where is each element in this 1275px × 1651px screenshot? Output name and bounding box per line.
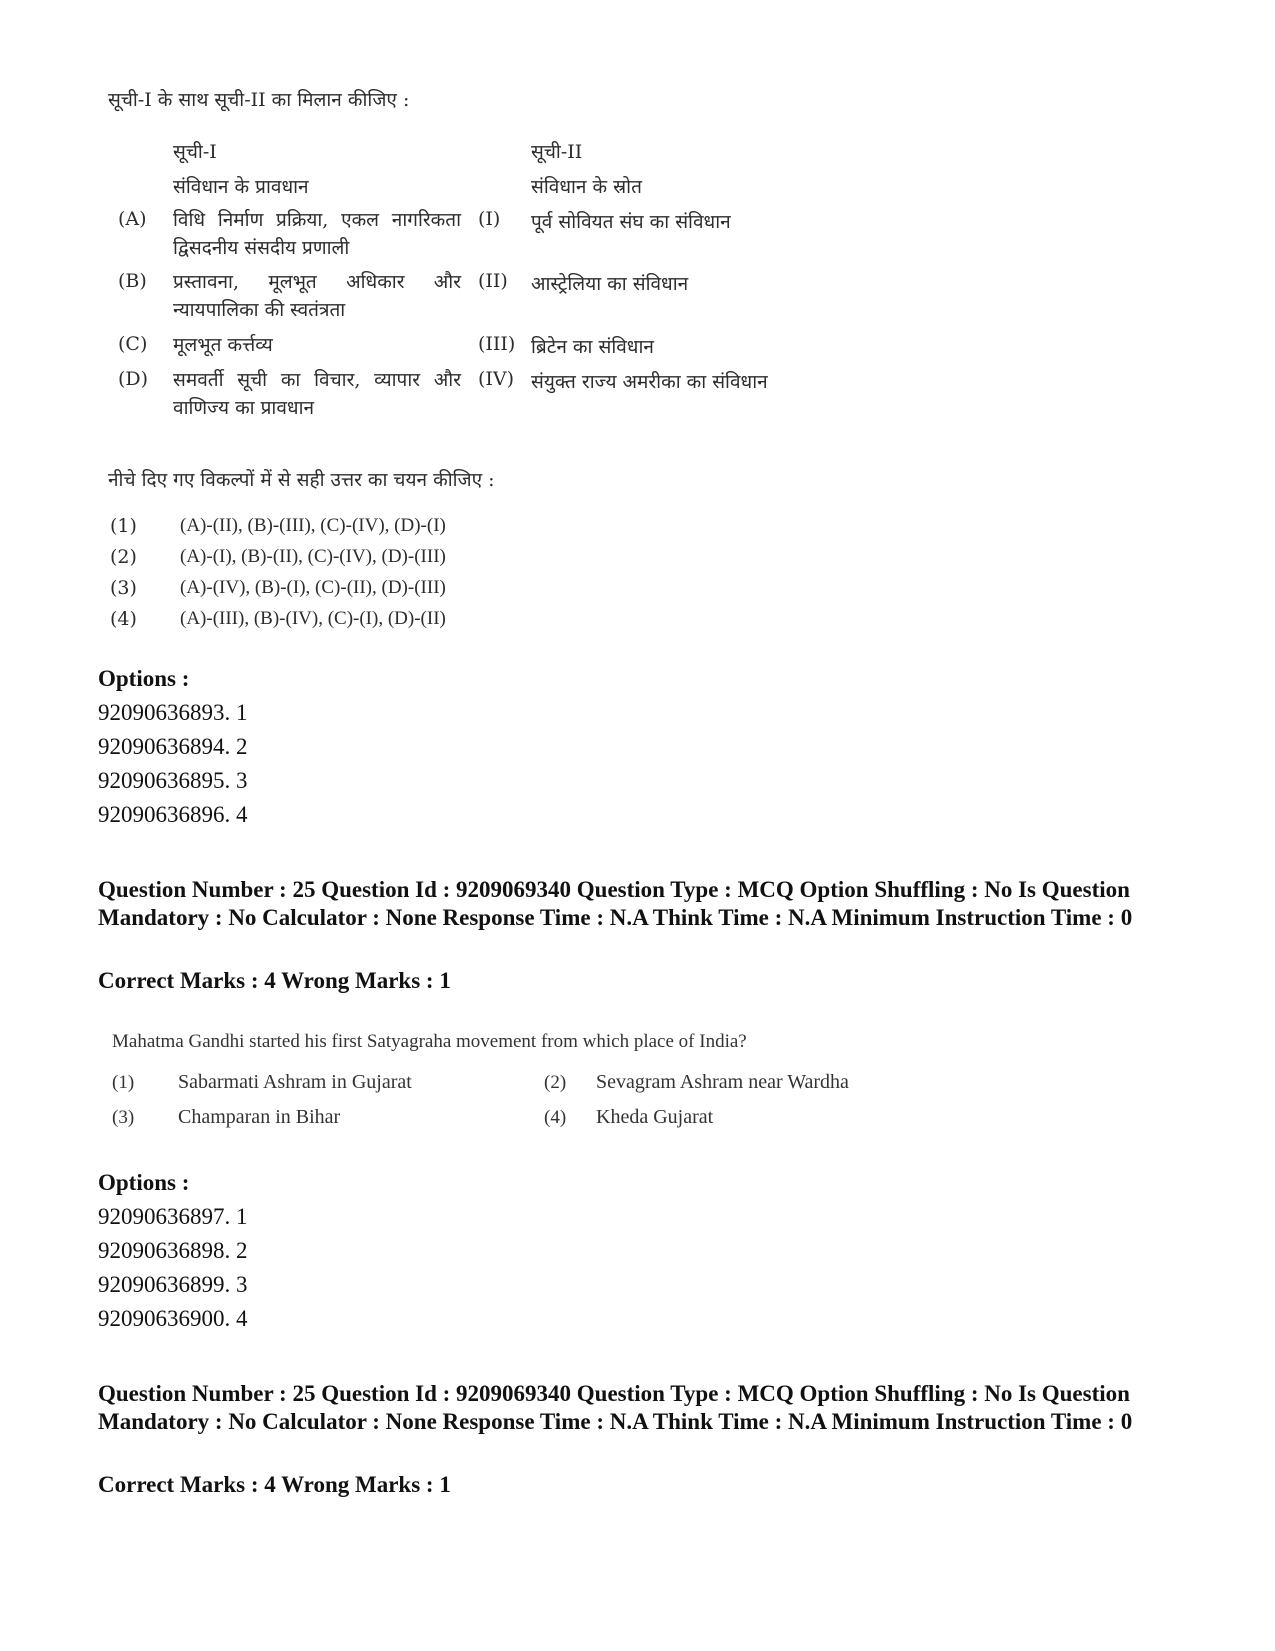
choice-number: (3)	[112, 1107, 135, 1128]
choice-number: (4)	[110, 608, 137, 630]
match-row-source: आस्ट्रेलिया का संविधान	[531, 273, 689, 295]
choice-text: (A)-(III), (B)-(IV), (C)-(I), (D)-(II)	[180, 608, 446, 629]
match-row-label: (C)	[118, 333, 148, 355]
list2-title: सूची-II	[531, 141, 583, 163]
option-id: 92090636894. 2	[98, 734, 248, 759]
match-row-roman: (I)	[478, 208, 501, 230]
list1-title: सूची-I	[173, 141, 217, 163]
match-row-label: (A)	[118, 208, 147, 230]
question-meta: Question Number : 25 Question Id : 9209069340 Question Type : MCQ Option Shuffling : No Is Question Mandatory : No Calculator : None Response Time : N.A Think Time : N.A Minimum Instruction Time : 0	[98, 877, 1133, 930]
match-instruction: सूची-I के साथ सूची-II का मिलान कीजिए :	[108, 89, 410, 111]
match-row-roman: (IV)	[478, 368, 515, 390]
match-row-roman: (II)	[478, 270, 508, 292]
match-row-source: ब्रिटेन का संविधान	[531, 336, 654, 358]
match-row-label: (B)	[118, 270, 147, 292]
choice-number: (2)	[110, 546, 137, 568]
choice-text: (A)-(IV), (B)-(I), (C)-(II), (D)-(III)	[180, 577, 446, 598]
choice-text: Sevagram Ashram near Wardha	[596, 1071, 849, 1093]
match-row-label: (D)	[118, 368, 149, 390]
match-row-source: पूर्व सोवियत संघ का संविधान	[531, 211, 731, 233]
choice-text: Sabarmati Ashram in Gujarat	[178, 1071, 412, 1093]
options-heading: Options :	[98, 1170, 190, 1195]
choice-number: (3)	[110, 577, 137, 599]
list2-subtitle: संविधान के स्रोत	[531, 176, 642, 198]
option-id: 92090636893. 1	[98, 700, 248, 725]
match-row-provision: मूलभूत कर्त्तव्य	[173, 334, 273, 356]
option-id: 92090636899. 3	[98, 1272, 248, 1297]
match-row-source: संयुक्त राज्य अमरीका का संविधान	[531, 371, 768, 393]
options-heading: Options :	[98, 666, 190, 691]
match-row-roman: (III)	[478, 333, 516, 355]
choice-text: (A)-(II), (B)-(III), (C)-(IV), (D)-(I)	[180, 515, 446, 536]
option-id: 92090636897. 1	[98, 1204, 248, 1229]
option-id: 92090636896. 4	[98, 802, 248, 827]
choice-number: (4)	[544, 1107, 567, 1128]
choice-text: (A)-(I), (B)-(II), (C)-(IV), (D)-(III)	[180, 546, 446, 567]
option-id: 92090636898. 2	[98, 1238, 248, 1263]
choose-instruction: नीचे दिए गए विकल्पों में से सही उत्तर का चयन कीजिए :	[108, 469, 495, 491]
choice-number: (1)	[112, 1072, 135, 1093]
question-meta: Question Number : 25 Question Id : 9209069340 Question Type : MCQ Option Shuffling : No Is Question Mandatory : No Calculator : None Response Time : N.A Think Time : N.A Minimum Instruction Time : 0	[98, 1381, 1133, 1434]
choice-number: (1)	[110, 515, 137, 537]
list1-subtitle: संविधान के प्रावधान	[173, 176, 309, 198]
question-text: Mahatma Gandhi started his first Satyagraha movement from which place of India?	[112, 1031, 747, 1052]
option-id: 92090636900. 4	[98, 1306, 248, 1331]
match-row-provision: प्रस्तावना, मूलभूत अधिकार और न्यायपालिका की स्वतंत्रता	[173, 271, 461, 321]
choice-text: Champaran in Bihar	[178, 1106, 341, 1128]
question-marks: Correct Marks : 4 Wrong Marks : 1	[98, 968, 451, 993]
choice-number: (2)	[544, 1072, 567, 1093]
choice-text: Kheda Gujarat	[596, 1106, 714, 1128]
question-marks: Correct Marks : 4 Wrong Marks : 1	[98, 1472, 451, 1497]
match-row-provision: समवर्ती सूची का विचार, व्यापार और वाणिज्य का प्रावधान	[173, 369, 461, 419]
match-row-provision: विधि निर्माण प्रक्रिया, एकल नागरिकता द्विसदनीय संसदीय प्रणाली	[173, 209, 461, 259]
option-id: 92090636895. 3	[98, 768, 248, 793]
